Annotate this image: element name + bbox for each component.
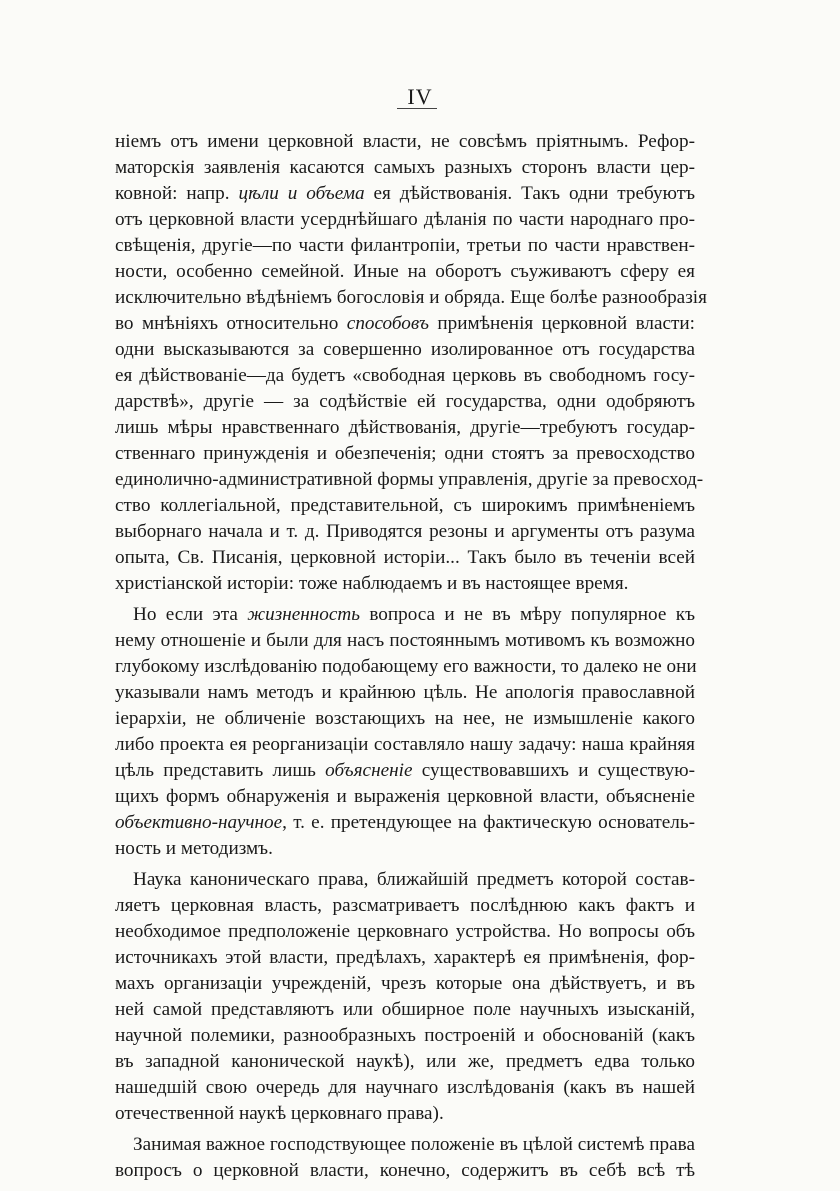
page-number-rule <box>397 108 437 109</box>
text-line: щихъ формъ обнаруженія и выраженія церковной власти, объясненіе <box>115 786 695 807</box>
text-line: ней самой представляютъ или обширное поле научныхъ изысканій, <box>115 999 695 1020</box>
paragraph-4 <box>115 1132 695 1184</box>
text-line: нашедшій свою очередь для научнаго изслѣдованія (какъ въ нашей <box>115 1077 695 1098</box>
italic-emphasis: цѣли и объема <box>238 183 365 204</box>
text-line: объективно-научное, т. е. претендующее на фактическую основатель- <box>115 812 695 833</box>
text-line: цѣль представить лишь объясненіе существовавшихъ и существую- <box>115 760 696 781</box>
text-line: Но если эта жизненность вопроса и не въ мѣру популярное къ <box>133 604 695 625</box>
text-line: свѣщенія, другіе—по части филантропіи, третьи по части нравствен- <box>115 235 695 256</box>
text-line: дарствѣ», другіе — за содѣйствіе ей государства, одни одобряютъ <box>115 391 695 412</box>
text-line: ственнаго принужденія и обезпеченія; одни стоятъ за превосходство <box>115 443 695 464</box>
text-line: выборнаго начала и т. д. Приводятся резоны и аргументы отъ разума <box>115 521 695 542</box>
text-line: ность и методизмъ. <box>115 838 273 859</box>
paragraph-3 <box>115 867 695 1127</box>
text-line: отъ церковной власти усерднѣйшаго дѣланія по части народнаго про- <box>115 209 695 230</box>
italic-emphasis: объясненіе <box>325 760 413 781</box>
text-line: нему отношеніе и были для насъ постояннымъ мотивомъ къ возможно <box>115 630 695 651</box>
text-line: отечественной наукѣ церковнаго права). <box>115 1103 444 1124</box>
text-line: необходимое предположеніе церковнаго устройства. Но вопросы объ <box>115 921 695 942</box>
text-line: ніемъ отъ имени церковной власти, не совсѣмъ пріятнымъ. Рефор- <box>115 131 695 152</box>
text-line: либо проекта ея реорганизаціи составляло нашу задачу: наша крайняя <box>115 734 695 755</box>
text-line: научной полемики, разнообразныхъ построеній и обоснованій (какъ <box>115 1025 695 1046</box>
italic-emphasis: жизненность <box>247 604 360 625</box>
text-line: источникахъ этой власти, предѣлахъ, характерѣ ея примѣненія, фор- <box>115 947 695 968</box>
text-line: Занимая важное господствующее положеніе въ цѣлой системѣ права <box>133 1134 695 1155</box>
text-line: лишь мѣры нравственнаго дѣйствованія, другіе—требуютъ государ- <box>115 417 695 438</box>
text-line: вопросъ о церковной власти, конечно, содержитъ въ себѣ всѣ тѣ <box>115 1160 695 1181</box>
text-line: исключительно вѣдѣніемъ богословія и обряда. Еще болѣе разнообразія <box>115 287 707 308</box>
text-line: въ западной канонической наукѣ), или же, предметъ едва только <box>115 1051 695 1072</box>
text-line: ляетъ церковная власть, разсматриваетъ послѣднюю какъ фактъ и <box>115 895 695 916</box>
text-line: христіанской исторіи: тоже наблюдаемъ и въ настоящее время. <box>115 573 629 594</box>
text-line: одни высказываются за совершенно изолированное отъ государства <box>115 339 695 360</box>
paragraph-2 <box>115 602 695 862</box>
text-line: во мнѣніяхъ относительно способовъ примѣненія церковной власти: <box>115 313 696 334</box>
text-line: единолично-административной формы управленія, другіе за превосход- <box>115 469 704 490</box>
paragraph-1 <box>115 129 707 597</box>
body-text <box>115 129 707 1184</box>
text-line: махъ организаціи учрежденій, чрезъ которые она дѣйствуетъ, и въ <box>115 973 695 994</box>
text-line: опыта, Св. Писанія, церковной исторіи... Такъ было въ теченіи всей <box>115 547 695 568</box>
text-line: Наука каноническаго права, ближайшій предметъ которой состав- <box>133 869 695 890</box>
text-line: маторскія заявленія касаются самыхъ разныхъ сторонъ власти цер- <box>115 157 695 178</box>
text-line: іерархіи, не обличеніе возстающихъ на нее, не измышленіе какого <box>115 708 695 729</box>
text-line: ковной: напр. цѣли и объема ея дѣйствованія. Такъ одни требуютъ <box>115 183 696 204</box>
text-line: указывали намъ методъ и крайнюю цѣль. Не апологія православной <box>115 682 695 703</box>
text-line: ея дѣйствованіе—да будетъ «свободная церковь въ свободномъ госу- <box>115 365 695 386</box>
italic-emphasis: объективно-научное <box>115 812 283 833</box>
text-line: глубокому изслѣдованію подобающему его важности, то далеко не они <box>115 656 697 677</box>
text-line: ство коллегіальной, представительной, съ широкимъ примѣненіемъ <box>115 495 695 516</box>
text-line: ности, особенно семейной. Иные на оборотъ съуживаютъ сферу ея <box>115 261 695 282</box>
page-number: IV <box>407 84 433 109</box>
italic-emphasis: способовъ <box>346 313 429 334</box>
